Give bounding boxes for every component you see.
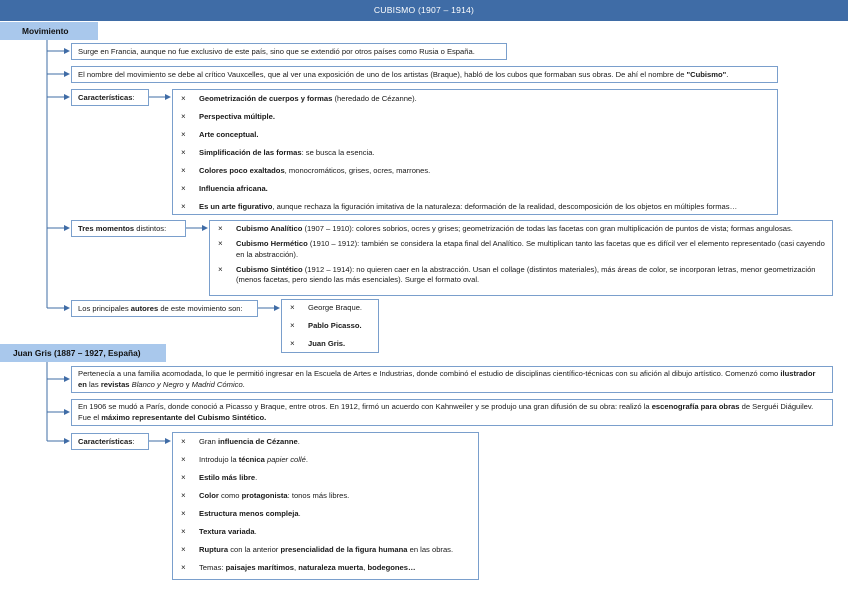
list-item-p: Introdujo la [199, 455, 239, 464]
list-item-b: Arte conceptual. [199, 130, 259, 139]
list-item [288, 321, 372, 332]
list-item-b: Colores poco exaltados [199, 166, 285, 175]
list-item-b: Geometrización de cuerpos y formas [199, 94, 333, 103]
list-item-b2: protagonista [241, 491, 288, 500]
bio2-text: En 1906 se mudó a París, donde conoció a Picasso y Braque, entre otros. En 1912, firmó un acuerdo con Kahnweiler y se produjo una gran difusión de su obra: realizó la [78, 402, 652, 411]
bio1-text: Pertenecía a una familia acomodada, lo que le permitió ingresar en la Escuela de Artes e Industrias, donde combinó el estudio de disciplinas científico-técnicas con su afición al dibujo artístico. Comenzó como [78, 369, 781, 378]
bio1-text-b: las [86, 379, 101, 389]
list-item [179, 473, 472, 484]
list-item [179, 166, 771, 177]
page-title: CUBISMO (1907 – 1914) [0, 0, 848, 21]
bio1-bold-b: revistas [100, 379, 130, 389]
list-item-b: Juan Gris. [308, 339, 346, 348]
momentos-label-text: distintos: [134, 224, 167, 233]
list-item [179, 527, 472, 538]
gris-caracteristicas-colon: : [132, 437, 135, 446]
list-item-b: Perspectiva múltiple. [199, 112, 275, 121]
caracteristicas-label: Características [78, 93, 133, 102]
list-item-s: : tonos más libres. [287, 491, 350, 500]
node-autores-label [71, 300, 258, 317]
bio2-text-b: de Serguéi Diáguilev. Fue el [78, 402, 814, 422]
node-bio-1 [71, 366, 833, 393]
autores-label-b: autores [130, 304, 159, 313]
list-item [179, 437, 472, 448]
list-item-b: influencia de Cézanne [218, 437, 298, 446]
list-item-b: técnica [238, 455, 267, 464]
node-name-text: El nombre del movimiento se debe al crítico Vauxcelles, que al ver una exposición de uno de los artistas (Braque), habló de los cubos que formaban sus obras. De ahí el nombre de [78, 70, 687, 79]
gris-caracteristicas-label: Características [78, 437, 133, 446]
list-item [288, 339, 372, 350]
list-item [179, 148, 771, 159]
node-bio-2 [71, 399, 833, 426]
list-item-t: , aunque rechaza la figuración imitativa de la naturaleza: deformación de la realidad, descomposición de los objetos en múltiples formas… [272, 202, 738, 211]
list-item-t: George Braque. [308, 303, 363, 312]
list-item [179, 545, 472, 556]
section-heading-juan-gris: Juan Gris (1887 – 1927, España) [0, 344, 166, 362]
list-item-b: Influencia africana. [199, 184, 268, 193]
list-item-t: (heredado de Cézanne). [332, 94, 417, 103]
list-item-s: . [298, 509, 301, 518]
node-name-highlight: "Cubismo" [686, 70, 727, 79]
bio1-bold-a: ilustrador en [78, 369, 816, 389]
list-item-s: . [297, 437, 300, 446]
list-item [288, 303, 372, 314]
list-item-b: Cubismo Sintético [236, 264, 303, 274]
list-item [179, 94, 771, 105]
momentos-label-bold: Tres momentos [78, 224, 135, 233]
list-item [179, 455, 472, 466]
list-item-t: (1907 – 1910): colores sobrios, ocres y grises; geometrización de todas las facetas con gran multiplicación de puntos de vista; formas angulosas. [302, 224, 793, 233]
list-item-t: (1910 – 1912): también se considera la etapa final del Analítico. Se multiplican tanto las facetas que es difícil ver el elemento representado (casi cayendo en la abstracción). [236, 239, 825, 259]
list-item-s: . [305, 455, 308, 464]
node-momentos-label [71, 220, 186, 237]
momentos-list [216, 224, 826, 286]
list-item-t: (1912 – 1914): no quieren caer en la abstracción. Usan el collage (distintos materiales), más áreas de color, se incorporan letras, menor geometrización (menos facetas, pero siendo las más esenciales). Surge el formato oval. [236, 264, 816, 284]
list-item-t: : se busca la esencia. [301, 148, 375, 157]
bio2-bold-a: escenografía para obras [651, 402, 740, 411]
list-item-m: con la anterior [228, 545, 281, 554]
list-item-b: Simplificación de las formas [199, 148, 302, 157]
list-item-s: . [254, 527, 257, 536]
list-item-b: Cubismo Hermético [236, 239, 308, 248]
bio1-end: . [242, 379, 245, 389]
list-item-i: papier collé [266, 455, 306, 464]
list-item-p: Temas: [199, 563, 226, 572]
list-item-s: en las obras. [407, 545, 454, 554]
list-item [179, 491, 472, 502]
list-item [179, 509, 472, 520]
list-item-s: . [255, 473, 258, 482]
list-item-t: , monocromáticos, grises, ocres, marrones. [284, 166, 431, 175]
list-item-b3: bodegones… [367, 563, 416, 572]
list-item-b: Cubismo Analítico [236, 224, 303, 233]
list-item-b: Pablo Picasso. [308, 321, 362, 330]
list-item-m: , [293, 563, 299, 572]
bio1-italic-b: Madrid Cómico [191, 379, 243, 389]
node-momentos-list [209, 220, 833, 296]
list-item [216, 265, 826, 286]
list-item [216, 239, 826, 260]
node-gris-caracteristicas-list [172, 432, 479, 580]
list-item-b: paisajes marítimos [225, 563, 294, 572]
list-item-m: como [218, 491, 242, 500]
caracteristicas-list [179, 94, 771, 213]
node-name-end: . [726, 70, 729, 79]
node-origin: Surge en Francia, aunque no fue exclusivo de este país, sino que se extendió por otros países como Rusia o España. [71, 43, 507, 60]
gris-caracteristicas-list [179, 437, 472, 574]
list-item [179, 130, 771, 141]
node-gris-caracteristicas-label [71, 433, 149, 450]
bio1-italic-a: Blanco y Negro [131, 379, 184, 389]
list-item-b2: naturaleza muerta [298, 563, 364, 572]
node-name-origin [71, 66, 778, 83]
bio2-bold-b: máximo representante del Cubismo Sintético. [101, 412, 267, 422]
list-item-b: Color [199, 491, 219, 500]
autores-label-c: de este movimiento son: [158, 304, 243, 313]
list-item-m2: , [363, 563, 368, 572]
list-item-b: Ruptura [199, 545, 229, 554]
bio1-text-c: y [183, 379, 192, 389]
caracteristicas-colon: : [132, 93, 135, 102]
list-item [179, 563, 472, 574]
autores-label-a: Los principales [78, 304, 131, 313]
section-heading-movimiento: Movimiento [0, 22, 98, 40]
autores-list [288, 303, 372, 350]
list-item [216, 224, 826, 235]
list-item [179, 184, 771, 195]
list-item-b2: presencialidad de la figura humana [280, 545, 408, 554]
list-item-b: Estructura menos compleja [199, 509, 299, 518]
list-item-b: Estilo más libre [199, 473, 256, 482]
list-item [179, 112, 771, 123]
node-caracteristicas-label [71, 89, 149, 106]
list-item [179, 202, 771, 213]
node-autores-list [281, 299, 379, 353]
list-item-p: Gran [199, 437, 218, 446]
list-item-b: Es un arte figurativo [199, 202, 273, 211]
list-item-b: Textura variada [199, 527, 255, 536]
node-caracteristicas-list [172, 89, 778, 215]
